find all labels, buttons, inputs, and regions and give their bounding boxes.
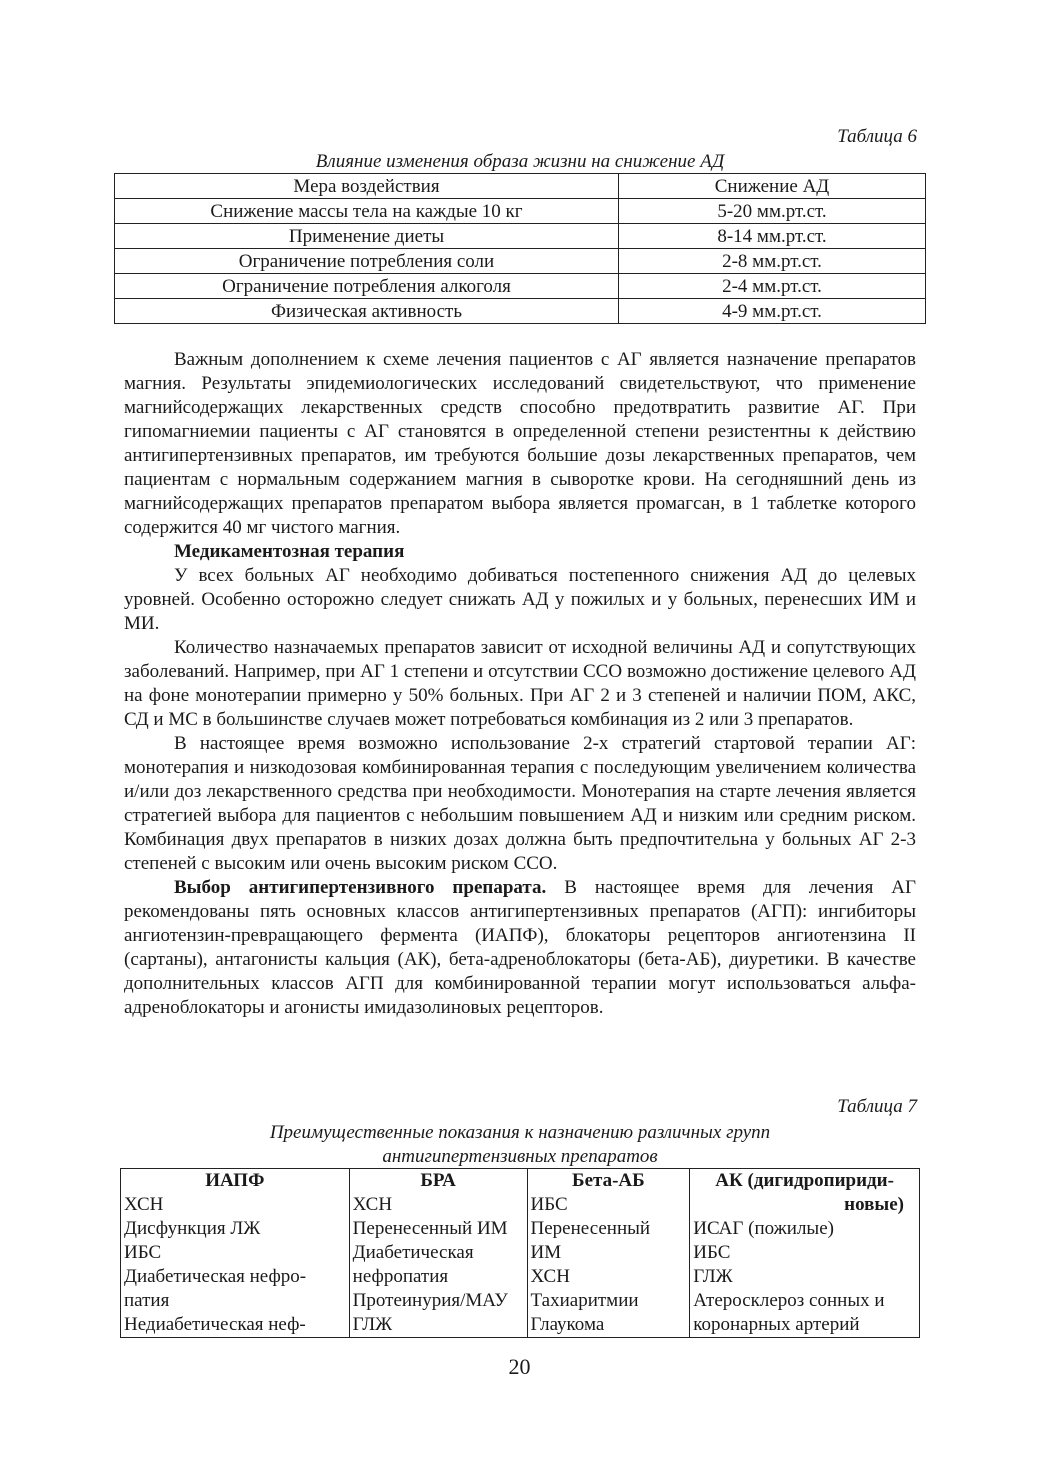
table7-label: Таблица 7 — [837, 1096, 917, 1117]
table6-cell: 8-14 мм.рт.ст. — [619, 224, 926, 249]
paragraph-magnesium: Важным дополнением к схеме лечения пациентов с АГ является назначение препаратов магния. Результаты эпидемиологических исследований свидетельствуют, что применение магнийсодержащих лекарственных средств способно предотвратить развитие АГ. При гипомагниемии пациенты с АГ становятся в определенной степени резистентны к действию антигипертензивных препаратов, им требуются большие дозы лекарственных препаратов, чем пациентам с нормальным содержанием магния в сыворотке крови. На сегодняшний день из магнийсодержащих препаратов препаратом выбора является промагсан, в 1 таблетке которого содержится 40 мг чистого магния. — [124, 349, 916, 538]
table7-col-ak — [690, 1193, 920, 1338]
list-item: Диабетическая — [352, 1242, 474, 1263]
body-text — [124, 348, 916, 1020]
table7-caption-line1: Преимущественные показания к назначению различных групп — [269, 1122, 771, 1143]
table7-col-beta-ab — [527, 1193, 690, 1338]
table7-caption — [124, 1121, 916, 1169]
table6 — [114, 173, 926, 324]
list-item: Перенесенный ИМ — [352, 1218, 508, 1239]
paragraph-drug-count: Количество назначаемых препаратов зависит от исходной величины АД и сопутствующих заболеваний. Например, при АГ 1 степени и отсутствии ССО возможно достижение целевого АД на фоне монотерапии примерно у 50% больных. При АГ 2 и 3 степеней и наличии ПОМ, АКС, СД и МС в большинстве случаев может потребоваться комбинация из 2 или 3 препаратов. — [124, 637, 916, 730]
table6-cell: 4-9 мм.рт.ст. — [619, 299, 926, 324]
table7-header-ak-cont: новые) — [844, 1194, 904, 1215]
list-item: Атеросклероз сонных и — [693, 1290, 885, 1311]
section-heading: Медикаментозная терапия — [174, 541, 405, 562]
table7 — [120, 1168, 920, 1338]
table6-header-measure: Мера воздействия — [115, 174, 619, 199]
table6-header-reduction: Снижение АД — [619, 174, 926, 199]
table6-cell: Снижение массы тела на каждые 10 кг — [115, 199, 619, 224]
table6-label: Таблица 6 — [837, 126, 917, 147]
list-item: патия — [124, 1290, 170, 1311]
list-item: Недиабетическая неф- — [124, 1314, 306, 1335]
drug-choice-text: В настоящее время для лечения АГ рекомендованы пять основных классов антигипертензивных препаратов (АГП): ингибиторы ангиотензин-превращающего фермента (ИАПФ), блокаторы рецепторов ангиотензина II (сартаны), антагонисты кальция (АК), бета-адреноблокаторы (бета-АБ), диуретики. В качестве дополнительных классов АГП для комбинированной терапии могут использоваться альфа-адреноблокаторы и агонисты имидазолиновых рецепторов. — [124, 877, 916, 1018]
table-row — [115, 199, 926, 224]
table-row — [115, 274, 926, 299]
table6-caption: Влияние изменения образа жизни на снижение АД — [315, 151, 725, 172]
table6-cell: Физическая активность — [115, 299, 619, 324]
table6-cell: 5-20 мм.рт.ст. — [619, 199, 926, 224]
drug-choice-heading: Выбор антигипертензивного препарата. — [174, 877, 547, 898]
list-item: ИМ — [530, 1242, 562, 1263]
paragraph-gradual-reduction: У всех больных АГ необходимо добиваться постепенного снижения АД до целевых уровней. Особенно осторожно следует снижать АД у пожилых и у больных, перенесших ИМ и МИ. — [124, 565, 916, 634]
table-row — [115, 174, 926, 199]
list-item: Протеинурия/МАУ — [352, 1290, 508, 1311]
table6-cell: Ограничение потребления алкоголя — [115, 274, 619, 299]
table7-col-iapf — [121, 1193, 350, 1338]
list-item: ИСАГ (пожилые) — [693, 1218, 834, 1239]
list-item: ГЛЖ — [693, 1266, 733, 1287]
list-item: нефропатия — [352, 1266, 449, 1287]
list-item: ГЛЖ — [352, 1314, 393, 1335]
table7-header-ak: АК (дигидропириди- — [690, 1169, 920, 1194]
table7-col-bra — [349, 1193, 527, 1338]
table7-header-bra: БРА — [349, 1169, 527, 1194]
page-number: 20 — [508, 1354, 531, 1379]
table7-header-iapf: ИАПФ — [121, 1169, 350, 1194]
list-item: Перенесенный — [530, 1218, 651, 1239]
list-item: ХСН — [124, 1194, 164, 1215]
list-item: Тахиаритмии — [530, 1290, 639, 1311]
table-row — [121, 1169, 920, 1194]
table-row — [115, 224, 926, 249]
table-row — [121, 1193, 920, 1338]
table7-caption-line2: антигипертензивных препаратов — [382, 1146, 658, 1167]
paragraph-drug-choice — [124, 876, 916, 1020]
list-item: Диабетическая нефро- — [124, 1266, 307, 1287]
list-item: ИБС — [530, 1194, 568, 1215]
table6-cell: Ограничение потребления соли — [115, 249, 619, 274]
table6-cell: 2-4 мм.рт.ст. — [619, 274, 926, 299]
table-row — [115, 299, 926, 324]
list-item: ИБС — [693, 1242, 731, 1263]
table6-cell: 2-8 мм.рт.ст. — [619, 249, 926, 274]
list-item: Глаукома — [530, 1314, 605, 1335]
list-item: ХСН — [530, 1266, 570, 1287]
list-item: Дисфункция ЛЖ — [124, 1218, 261, 1239]
list-item: ИБС — [124, 1242, 162, 1263]
table6-cell: Применение диеты — [115, 224, 619, 249]
table-row — [115, 249, 926, 274]
list-item: коронарных артерий — [693, 1314, 860, 1335]
table7-header-beta-ab: Бета-АБ — [527, 1169, 690, 1194]
list-item: ХСН — [352, 1194, 393, 1215]
paragraph-strategies: В настоящее время возможно использование 2-х стратегий стартовой терапии АГ: монотерапия и низкодозовая комбинированная терапия с последующим увеличением количества и/или доз лекарственного средства при необходимости. Монотерапия на старте лечения является стратегией выбора для пациентов с небольшим повышением АД и низким или средним риском. Комбинация двух препаратов в низких дозах должна быть предпочтительна у больных АГ 2-3 степеней с высоким или очень высоким риском ССО. — [124, 733, 916, 874]
